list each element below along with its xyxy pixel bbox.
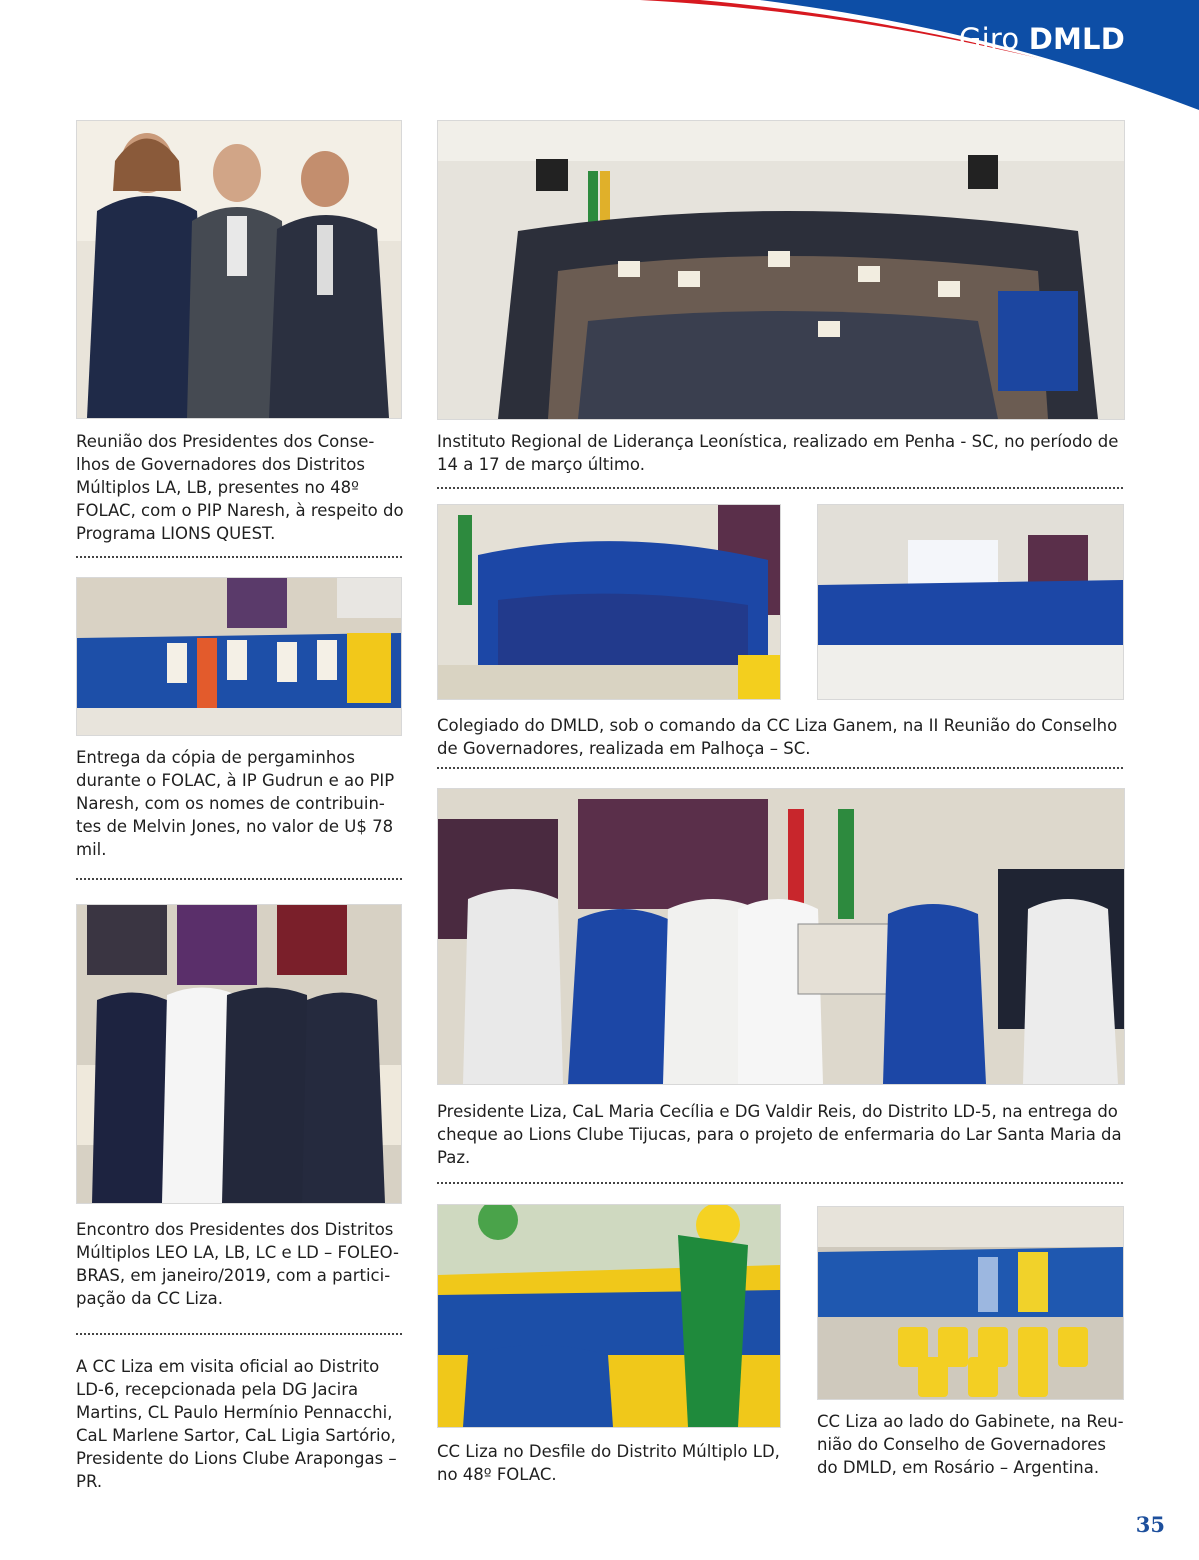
divider <box>76 1333 402 1335</box>
divider <box>76 556 402 558</box>
photo-institute-group <box>437 120 1125 420</box>
page-number: 35 <box>1135 1512 1165 1537</box>
photo-colegiado-left <box>437 504 781 700</box>
caption-parade: CC Liza no Desfile do Distrito Múltiplo LD, no 48º FOLAC. <box>437 1442 780 1484</box>
section-title: Giro DMLD <box>958 22 1125 56</box>
photo-check-delivery <box>437 788 1125 1085</box>
photo-parchment-delivery <box>76 577 402 736</box>
divider <box>437 767 1123 769</box>
photo-colegiado-right <box>817 504 1124 700</box>
caption-presidents-meeting: Reunião dos Presidentes dos Conse-lhos de Governadores dos Distritos Múltiplos LA, LB, presentes no 48º FOLAC, com o PIP Naresh, à respeito do Programa LIONS QUEST. <box>76 432 404 543</box>
caption-cabinet: CC Liza ao lado do Gabinete, na Reu-nião do Conselho de Governadores do DMLD, em Rosário – Argentina. <box>817 1412 1124 1477</box>
divider <box>437 1182 1123 1184</box>
caption-institute: Instituto Regional de Liderança Leonística, realizado em Penha - SC, no período de 14 a 17 de março último. <box>437 432 1119 474</box>
photo-foleobras <box>76 904 402 1204</box>
photo-cabinet <box>817 1206 1124 1400</box>
caption-foleobras: Encontro dos Presidentes dos Distritos Múltiplos LEO LA, LB, LC e LD – FOLEO-BRAS, em janeiro/2019, com a partici-pação da CC Liza. <box>76 1220 400 1308</box>
divider <box>437 487 1123 489</box>
caption-official-visit: A CC Liza em visita oficial ao Distrito LD-6, recepcionada pela DG Jacira Martins, CL Paulo Hermínio Pennacchi, CaL Marlene Sartor, CaL Ligia Sartório, Presidente do Lions Clube Arapongas – PR. <box>76 1357 397 1491</box>
divider <box>76 878 402 880</box>
header-banner <box>0 0 1199 120</box>
caption-parchment: Entrega da cópia de pergaminhos durante o FOLAC, à IP Gudrun e ao PIP Naresh, com os nomes de contribuin-tes de Melvin Jones, no valor de U$ 78 mil. <box>76 748 395 859</box>
photo-presidents-meeting <box>76 120 402 419</box>
caption-colegiado: Colegiado do DMLD, sob o comando da CC Liza Ganem, na II Reunião do Conselho de Governadores, realizada em Palhoça – SC. <box>437 716 1118 758</box>
photo-parade <box>437 1204 781 1428</box>
caption-check-delivery: Presidente Liza, CaL Maria Cecília e DG Valdir Reis, do Distrito LD-5, na entrega do cheque ao Lions Clube Tijucas, para o projeto de enfermaria do Lar Santa Maria da Paz. <box>437 1102 1122 1167</box>
